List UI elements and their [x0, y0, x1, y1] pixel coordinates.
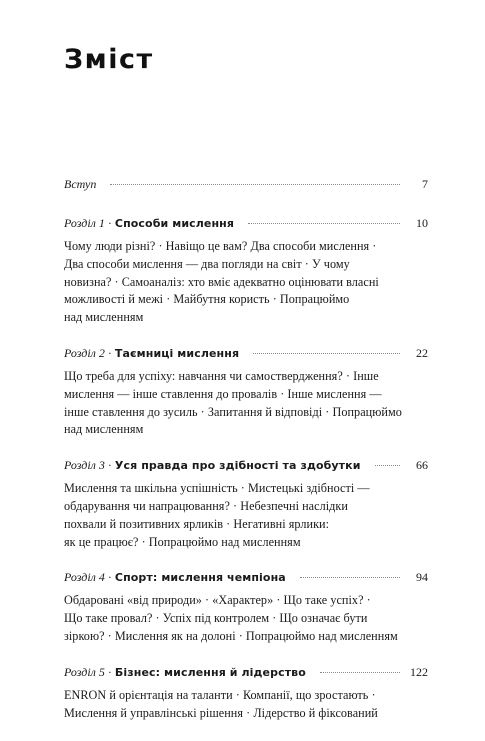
chapter-subsections	[64, 238, 428, 327]
chapter-title: Уся правда про здібності та здобутки	[114, 459, 361, 473]
subsection-line: Мислення та шкільна успішність · Мистецькі здібності —	[64, 481, 370, 496]
chapter-subsections	[64, 592, 428, 645]
page-number: 10	[416, 216, 428, 230]
subsection-line: мислення — інше ставлення до провалів · Інше мислення —	[64, 386, 382, 401]
page-number: 122	[410, 664, 428, 679]
chapter-label: Розділ 1	[64, 216, 105, 230]
dot-leader	[300, 577, 400, 578]
dot-leader	[375, 465, 401, 466]
subsection-line: Мислення й управлінські рішення · Лідерство й фіксований	[64, 705, 378, 720]
table-of-contents	[64, 177, 428, 741]
dot-leader	[248, 223, 400, 224]
toc-entry-chapter-3[interactable]	[64, 458, 428, 551]
chapter-subsections	[64, 368, 428, 439]
toc-entry-header	[64, 665, 428, 686]
chapter-label: Розділ 4	[64, 570, 105, 585]
subsection-line: новизна? · Самоаналіз: хто вміє адекватно оцінювати власні	[64, 274, 379, 289]
subsection-line: над мисленням	[64, 310, 144, 325]
chapter-label: Розділ 5	[64, 664, 105, 679]
chapter-label: Розділ 2	[64, 345, 105, 360]
toc-entry-header	[64, 570, 428, 591]
toc-entry-chapter-4[interactable]	[64, 570, 428, 645]
toc-entry-header	[64, 346, 428, 367]
separator-dot: ·	[104, 570, 115, 585]
page-title: Зміст	[64, 44, 154, 75]
subsection-line: Що таке провал? · Успіх під контролем · Що означає бути	[64, 611, 368, 626]
toc-entry-chapter-2[interactable]	[64, 346, 428, 439]
dot-leader	[320, 672, 400, 673]
chapter-title: Спорт: мислення чемпіона	[114, 571, 286, 585]
intro-label: Вступ	[64, 177, 97, 191]
separator-dot: ·	[104, 664, 115, 679]
separator-dot: ·	[104, 216, 115, 230]
subsection-line: можливості й межі · Майбутня користь · Попрацюймо	[64, 292, 350, 307]
toc-entry-header	[64, 216, 428, 237]
chapter-label: Розділ 3	[64, 458, 105, 473]
subsection-line: над мисленням	[64, 422, 144, 437]
subsection-line: як це працює? · Попрацюймо над мисленням	[64, 534, 301, 549]
chapter-subsections	[64, 480, 428, 551]
page-number: 94	[416, 570, 428, 585]
subsection-line: Що треба для успіху: навчання чи самоствердження? · Інше	[64, 368, 379, 383]
page-number: 66	[416, 458, 428, 473]
separator-dot: ·	[104, 345, 115, 360]
chapter-title: Способи мислення	[114, 217, 235, 230]
toc-entry-header	[64, 458, 428, 479]
subsection-line: Обдаровані «від природи» · «Характер» · Що таке успіх? ·	[64, 593, 371, 608]
subsection-line: ENRON й орієнтація на таланти · Компанії, що зростають ·	[64, 687, 376, 702]
subsection-line: похвали й позитивних ярликів · Негативні ярлики:	[64, 516, 330, 531]
chapter-title: Таємниці мислення	[114, 346, 240, 360]
toc-entry-intro[interactable]	[64, 177, 428, 198]
page-number: 22	[416, 345, 428, 360]
subsection-line: Чому люди різні? · Навіщо це вам? Два способи мислення ·	[64, 239, 377, 253]
page-number: 7	[422, 177, 428, 191]
separator-dot: ·	[104, 458, 115, 473]
chapter-subsections	[64, 687, 428, 723]
subsection-line: зіркою? · Мислення як на долоні · Попрацюймо над мисленням	[64, 628, 398, 643]
toc-entry-chapter-1[interactable]	[64, 216, 428, 327]
toc-entry-header	[64, 177, 428, 198]
subsection-line: обдарування чи напрацювання? · Небезпечні наслідки	[64, 498, 348, 513]
chapter-title: Бізнес: мислення й лідерство	[114, 665, 306, 679]
dot-leader	[110, 184, 400, 185]
dot-leader	[253, 353, 400, 354]
subsection-line: інше ставлення до зусиль · Запитання й відповіді · Попрацюймо	[64, 404, 402, 419]
subsection-line: Два способи мислення — два погляди на світ · У чому	[64, 256, 350, 271]
